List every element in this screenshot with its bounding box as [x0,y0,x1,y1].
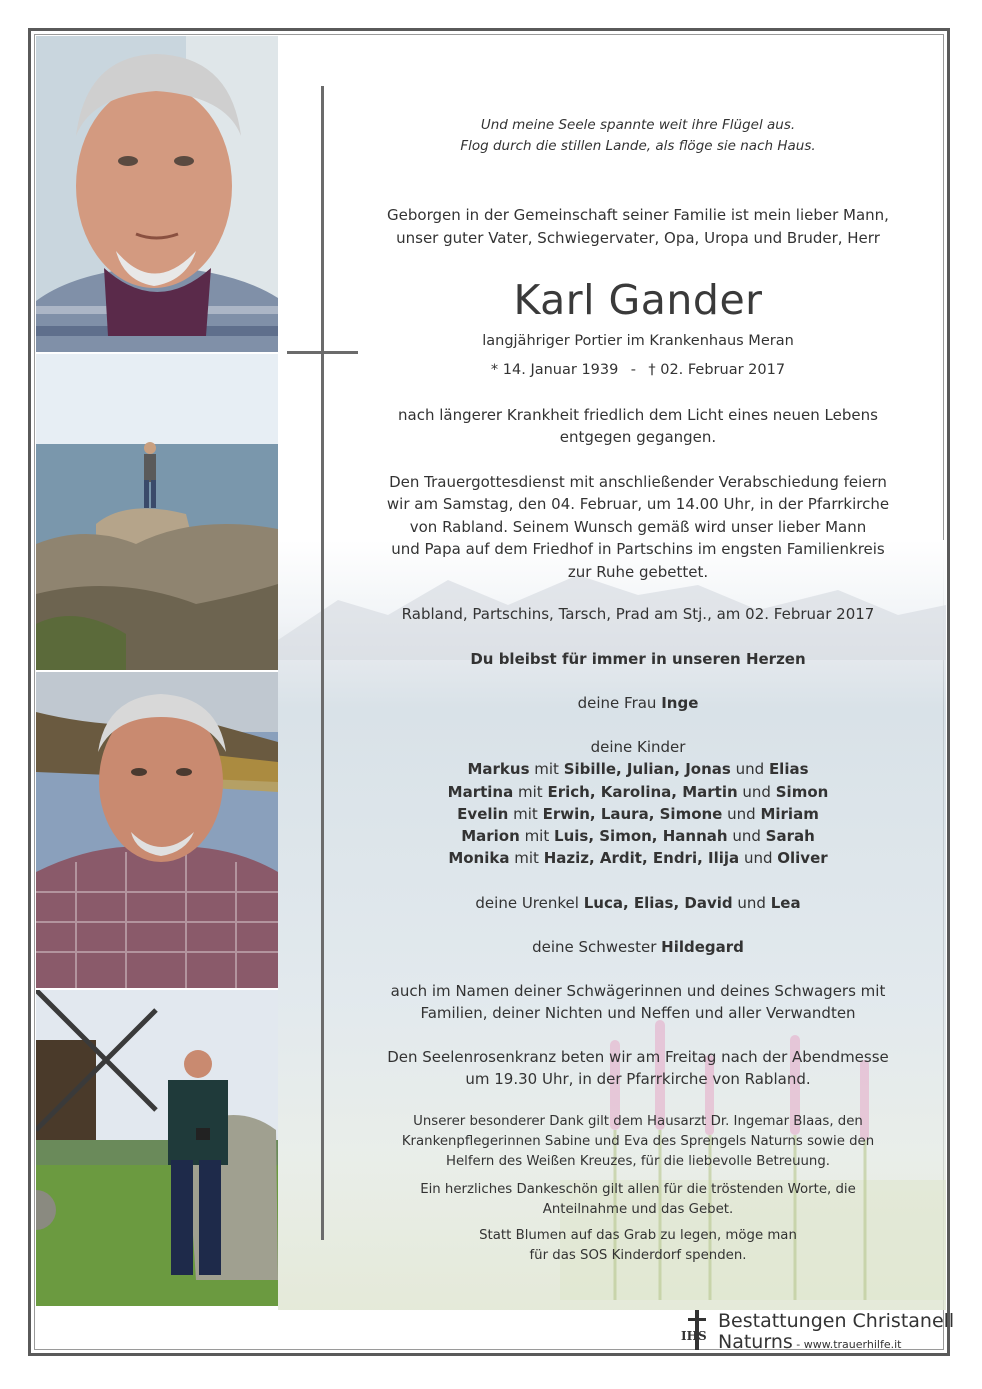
thanks-condolences-text [370,1180,906,1220]
great-grandchildren-last: Lea [770,894,801,912]
thanks-line: Helfern des Weißen Kreuzes, für die liebevolle Betreuung. [445,1154,831,1169]
family-names: Elias [768,760,809,779]
svg-text:IHS: IHS [681,1329,707,1343]
connector: mit [524,827,550,846]
great-grandchildren-names: Luca, Elias, David [583,894,733,912]
date-separator: - [630,362,636,378]
relatives-line: auch im Namen deiner Schwägerinnen und deines Schwagers mit [390,982,886,1000]
list-item [370,758,906,780]
wife-name: Inge [661,694,699,712]
wife-prefix: deine Frau [577,694,657,712]
intro-line: unser guter Vater, Schwiegervater, Opa, Uropa und Bruder, Herr [396,229,880,247]
connector: und [727,804,756,823]
child-name: Evelin [457,804,509,823]
connector: mit [513,804,538,823]
list-item [370,825,906,847]
poem-line: Flog durch die stillen Lande, als flöge sie nach Haus. [460,138,816,154]
intro-text [370,204,906,250]
sister-prefix: deine Schwester [532,938,657,956]
funeral-service-text [370,471,906,583]
service-line: wir am Samstag, den 04. Februar, um 14.00 Uhr, in der Pfarrkirche [386,495,890,514]
deceased-name: Karl Gander [513,276,763,324]
child-name: Markus [467,760,530,779]
place-and-date: Rabland, Partschins, Tarsch, Prad am Stj., am 02. Februar 2017 [401,605,875,623]
undertaker-name: Bestattungen Christanell [718,1310,955,1332]
connector: und [742,782,771,801]
service-line: und Papa auf dem Friedhof in Partschins im engsten Familienkreis [391,540,885,559]
poem-line: Und meine Seele spannte weit ihre Flügel aus. [480,117,796,133]
family-names: Oliver [777,849,828,868]
children-heading: deine Kinder [590,738,686,756]
relatives-text [370,980,906,1024]
great-grandchildren-line [370,892,906,914]
connector: und [737,894,766,912]
connector: mit [534,760,559,779]
portrait-photo [36,36,278,352]
undertaker-place: Naturns [718,1331,793,1353]
child-name: Monika [448,849,510,868]
undertaker-footer [680,1308,955,1354]
poem [370,115,906,157]
windmill-photo [36,990,278,1306]
wife-line [370,692,906,714]
family-names: Miriam [760,804,819,823]
sister-name: Hildegard [661,938,744,956]
family-names: Haziz, Ardit, Endri, Ilija [543,849,740,868]
family-names: Erwin, Laura, Simone [542,804,723,823]
family-names: Sarah [765,827,815,846]
rosary-line: um 19.30 Uhr, in der Pfarrkirche von Rabland. [465,1070,811,1088]
list-item [370,847,906,869]
passing-line: nach längerer Krankheit friedlich dem Licht eines neuen Lebens [398,406,878,424]
service-line: von Rabland. Seinem Wunsch gemäß wird unser lieber Mann [409,517,867,536]
thanks-text [370,1112,906,1172]
thanks-line: Krankenpflegerinnen Sabine und Eva des Sprengels Naturns sowie den [401,1134,875,1149]
undertaker-website[interactable]: - www.trauerhilfe.it [792,1338,902,1351]
cross-horizontal-bar [287,351,358,354]
ihs-cross-icon [680,1310,714,1350]
connector: und [732,827,761,846]
undertaker-location [718,1332,901,1352]
family-names: Erich, Karolina, Martin [547,782,738,801]
family-names: Sibille, Julian, Jonas [563,760,731,779]
deceased-occupation: langjähriger Portier im Krankenhaus Meran [482,333,794,349]
connector: und [743,849,773,868]
family-names: Luis, Simon, Hannah [554,827,728,846]
donation-line: Statt Blumen auf das Grab zu legen, möge man [479,1228,797,1243]
death-date: † 02. Februar 2017 [648,362,786,378]
coast-rocks-photo [36,354,278,670]
birth-date: * 14. Januar 1939 [490,362,619,378]
cross-vertical-bar [321,86,324,1240]
passing-text [370,404,906,448]
rosary-text [370,1046,906,1090]
child-name: Marion [461,827,520,846]
intro-line: Geborgen in der Gemeinschaft seiner Familie ist mein lieber Mann, [387,206,889,224]
child-name: Martina [447,782,514,801]
smiling-man-photo [36,672,278,988]
family-names: Simon [775,782,829,801]
service-line: Den Trauergottesdienst mit anschließender Verabschiedung feiern [389,473,887,491]
great-grandchildren-prefix: deine Urenkel [475,894,579,912]
children-list [370,736,906,870]
life-dates [370,360,906,381]
connector: mit [514,849,539,868]
list-item [370,781,906,803]
service-line: zur Ruhe gebettet. [567,562,709,581]
rosary-line: Den Seelenrosenkranz beten wir am Freitag nach der Abendmesse [387,1048,889,1066]
passing-line: entgegen gegangen. [559,428,717,446]
sister-line [370,936,906,958]
thanks2-line: Anteilnahme und das Gebet. [542,1202,734,1217]
donation-note [370,1226,906,1266]
list-item [370,803,906,825]
thanks2-line: Ein herzliches Dankeschön gilt allen für die tröstenden Worte, die [420,1182,856,1197]
thanks-line: Unserer besonderer Dank gilt dem Hausarzt Dr. Ingemar Blaas, den [413,1114,863,1129]
connector: mit [518,782,543,801]
donation-line: für das SOS Kinderdorf spenden. [529,1248,747,1263]
relatives-line: Familien, deiner Nichten und Neffen und aller Verwandten [420,1004,856,1022]
connector: und [735,760,765,779]
motto: Du bleibst für immer in unseren Herzen [470,650,806,668]
